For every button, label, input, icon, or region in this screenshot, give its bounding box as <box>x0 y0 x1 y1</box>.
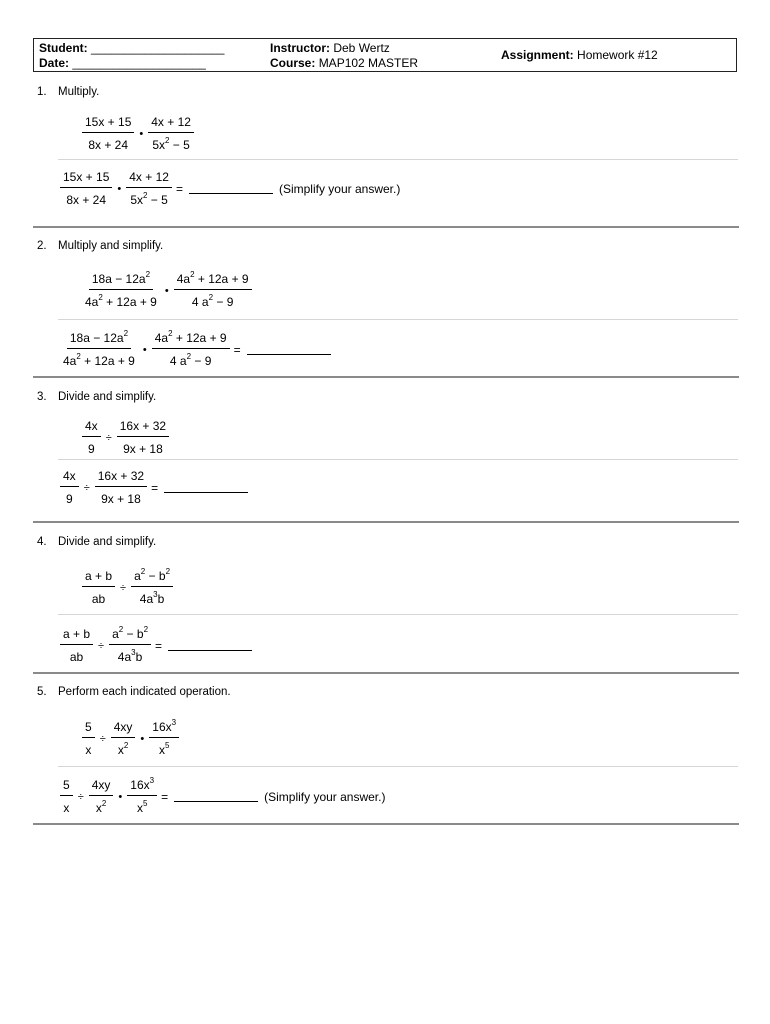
denominator: 4 $a^2 - 9$ <box>169 352 212 368</box>
fraction <box>87 778 116 815</box>
fraction <box>124 170 174 207</box>
equals-sign: = <box>161 789 169 804</box>
equals-sign: = <box>151 480 159 495</box>
denominator: $x^5$ <box>136 799 148 815</box>
given-expression <box>80 115 196 152</box>
equals-sign: = <box>155 638 163 653</box>
fraction <box>58 331 140 368</box>
simplify-hint: (Simplify your answer.) <box>264 789 386 804</box>
problem-instruction: Divide and simplify. <box>58 391 157 403</box>
problem-number: 5. <box>37 686 47 698</box>
multiply-operator: • <box>164 284 169 297</box>
instructor-label: Instructor: <box>270 41 330 55</box>
date-value: ____________________ <box>72 56 206 70</box>
course-value: MAP102 MASTER <box>318 56 419 70</box>
answer-expression <box>58 469 248 506</box>
denominator: 4 $a^2 - 9$ <box>191 293 234 309</box>
numerator: $4a^2 + 12a + 9$ <box>152 331 230 349</box>
divider <box>58 766 738 767</box>
divider <box>58 459 738 460</box>
problem-number: 1. <box>37 86 47 98</box>
problem-separator <box>33 376 739 378</box>
multiply-operator: • <box>118 790 123 803</box>
course-label: Course: <box>270 56 316 70</box>
fraction <box>109 720 138 757</box>
problem-separator <box>33 521 739 523</box>
equals-sign: = <box>233 342 241 357</box>
answer-expression <box>58 331 331 368</box>
denominator: $4a^2 + 12a + 9$ <box>85 293 157 309</box>
divider <box>58 614 738 615</box>
answer-expression <box>58 170 400 207</box>
numerator: 4x + 12 <box>126 170 172 188</box>
numerator: 4xy <box>111 720 136 738</box>
fraction <box>129 569 175 606</box>
denominator: 8x + 24 <box>88 138 129 152</box>
numerator: $16x^3$ <box>149 720 179 738</box>
fraction <box>146 115 196 152</box>
numerator: 4x <box>60 469 79 487</box>
numerator: $a^2 - b^2$ <box>109 627 151 645</box>
assignment-label: Assignment: <box>501 48 574 62</box>
student-value: ____________________ <box>91 41 225 55</box>
fraction <box>80 272 162 309</box>
numerator: $18a - 12a^2$ <box>89 272 153 290</box>
answer-blank[interactable] <box>189 183 273 194</box>
student-label: Student: <box>39 41 88 55</box>
assignment-header <box>33 38 737 72</box>
numerator: $16x^3$ <box>127 778 157 796</box>
divide-operator: ÷ <box>77 790 84 803</box>
answer-blank[interactable] <box>174 791 258 802</box>
answer-expression <box>58 778 385 815</box>
divide-operator: ÷ <box>120 581 127 594</box>
student-line <box>39 41 224 56</box>
numerator: 16x + 32 <box>95 469 147 487</box>
denominator: 9 <box>88 442 95 456</box>
denominator: $5x^2 - 5$ <box>152 136 190 152</box>
date-label: Date: <box>39 56 70 70</box>
fraction <box>93 469 149 506</box>
divider <box>58 319 738 320</box>
fraction <box>80 419 103 456</box>
answer-blank[interactable] <box>247 344 331 355</box>
fraction <box>80 569 117 606</box>
answer-expression <box>58 627 252 664</box>
denominator: $4a^3b$ <box>117 648 143 664</box>
multiply-operator: • <box>142 343 147 356</box>
multiply-operator: • <box>140 732 145 745</box>
numerator: 4x + 12 <box>148 115 194 133</box>
problem-separator <box>33 823 739 825</box>
denominator: $x^2$ <box>117 741 129 757</box>
denominator: x <box>85 743 92 757</box>
denominator: ab <box>91 592 106 606</box>
assignment-line <box>501 48 658 63</box>
numerator: $4a^2 + 12a + 9$ <box>174 272 252 290</box>
divide-operator: ÷ <box>83 481 90 494</box>
instructor-line <box>270 41 390 56</box>
problem-instruction: Divide and simplify. <box>58 536 157 548</box>
denominator: ab <box>69 650 84 664</box>
denominator: $4a^2 + 12a + 9$ <box>63 352 135 368</box>
fraction <box>107 627 153 664</box>
problem-number: 3. <box>37 391 47 403</box>
date-line <box>39 56 206 71</box>
problem-number: 4. <box>37 536 47 548</box>
fraction <box>150 331 232 368</box>
assignment-value: Homework #12 <box>577 48 658 62</box>
fraction <box>58 469 81 506</box>
fraction <box>58 778 75 815</box>
fraction <box>58 627 95 664</box>
divide-operator: ÷ <box>99 732 106 745</box>
fraction <box>80 720 97 757</box>
problem-instruction: Perform each indicated operation. <box>58 686 231 698</box>
denominator: $x^5$ <box>158 741 170 757</box>
denominator: 9x + 18 <box>123 442 163 456</box>
multiply-operator: • <box>139 127 144 140</box>
problem-instruction: Multiply and simplify. <box>58 240 164 252</box>
multiply-operator: • <box>117 182 122 195</box>
answer-blank[interactable] <box>164 482 248 493</box>
divider <box>58 159 738 160</box>
fraction <box>115 419 171 456</box>
fraction <box>147 720 181 757</box>
instructor-value: Deb Wertz <box>333 41 390 55</box>
denominator: 8x + 24 <box>66 193 107 207</box>
divide-operator: ÷ <box>98 639 105 652</box>
problem-number: 2. <box>37 240 47 252</box>
divide-operator: ÷ <box>105 431 112 444</box>
numerator: 4xy <box>89 778 114 796</box>
problem-separator <box>33 672 739 674</box>
answer-blank[interactable] <box>168 640 252 651</box>
denominator: x <box>63 801 70 815</box>
fraction <box>58 170 114 207</box>
denominator: $x^2$ <box>95 799 107 815</box>
numerator: 16x + 32 <box>117 419 169 437</box>
numerator: 15x + 15 <box>82 115 134 133</box>
numerator: a + b <box>82 569 115 587</box>
problem-separator <box>33 226 739 228</box>
simplify-hint: (Simplify your answer.) <box>278 181 401 196</box>
numerator: $a^2 - b^2$ <box>131 569 173 587</box>
numerator: 15x + 15 <box>60 170 112 188</box>
fraction <box>80 115 136 152</box>
denominator: $5x^2 - 5$ <box>130 191 168 207</box>
given-expression <box>80 272 254 309</box>
numerator: 5 <box>60 778 73 796</box>
given-expression <box>80 419 171 456</box>
numerator: 5 <box>82 720 95 738</box>
numerator: 4x <box>82 419 101 437</box>
numerator: a + b <box>60 627 93 645</box>
given-expression <box>80 569 175 606</box>
given-expression <box>80 720 181 757</box>
problem-instruction: Multiply. <box>58 86 100 98</box>
fraction <box>125 778 159 815</box>
course-line <box>270 56 418 71</box>
denominator: 9 <box>66 492 73 506</box>
denominator: $4a^3b$ <box>139 590 165 606</box>
denominator: 9x + 18 <box>101 492 141 506</box>
equals-sign: = <box>175 181 183 196</box>
numerator: $18a - 12a^2$ <box>67 331 131 349</box>
fraction <box>172 272 254 309</box>
